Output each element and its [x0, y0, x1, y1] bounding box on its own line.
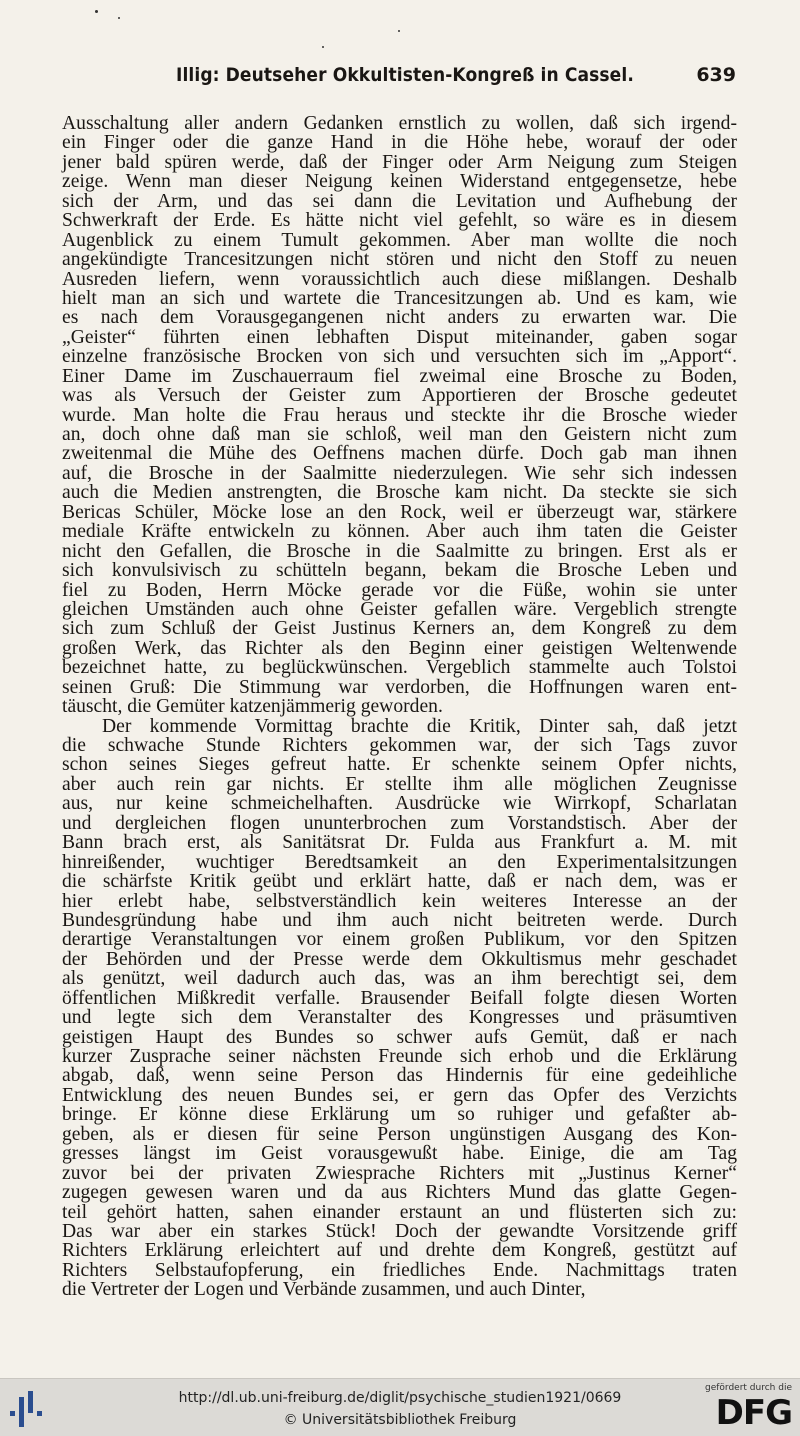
text-line: hier erlebt habe, selbstverständlich kein weiteres Interesse an der	[62, 890, 737, 912]
text-line: an, doch ohne daß man sie schloß, weil man den Geistern nicht zum	[62, 424, 737, 445]
running-title: Illig: Deutseher Okkultisten-Kongreß in Cassel.	[176, 64, 634, 86]
text-line: sich zum Schluß der Geist Justinus Kerners an, dem Kongreß zu dem	[62, 618, 737, 640]
scan-speck	[118, 17, 120, 19]
body-text	[62, 114, 737, 1300]
page-number: 639	[696, 64, 736, 86]
text-line: Bericas Schüler, Möcke lose an den Rock, weil er überzeugt war, stärkere	[62, 501, 737, 523]
text-line: Schwerkraft der Erde. Es hätte nicht viel gefehlt, so wäre es in diesem	[62, 210, 737, 232]
running-header	[64, 64, 736, 96]
text-line: zuvor bei der privaten Zwiesprache Richters mit „Justinus Kerner“	[62, 1162, 737, 1184]
text-line: wurde. Man holte die Frau heraus und steckte ihr die Brosche wieder	[62, 404, 737, 426]
permalink[interactable]: http://dl.ub.uni-freiburg.de/diglit/psychische_studien1921/0669	[178, 1390, 622, 1406]
copyright-notice: © Universitätsbibliothek Freiburg	[283, 1412, 517, 1428]
text-line: geben, als er diesen für seine Person ungünstigen Ausgang des Kon-	[62, 1123, 737, 1145]
text-line: hinreißender, wuchtiger Beredtsamkeit an den Experimentalsitzungen	[62, 851, 737, 873]
text-line: sich konvulsivisch zu schütteln begann, bekam die Brosche Leben und	[62, 560, 737, 582]
text-line: was als Versuch der Geister zum Apportieren der Brosche gedeutet	[62, 385, 737, 407]
text-line: auf, die Brosche in der Saalmitte niederzulegen. Wie sehr sich indessen	[62, 462, 737, 484]
text-line: Entwicklung des neuen Bundes sei, er gern das Opfer des Verzichts	[62, 1084, 737, 1106]
text-line: es nach dem Vorausgegangenen nicht anders zu erwarten war. Die	[62, 307, 737, 329]
text-line: kurzer Zusprache seiner nächsten Freunde sich erhob und die Erklärung	[62, 1046, 737, 1067]
text-line: gresses längst im Geist vorausgewußt habe. Einige, die am Tag	[62, 1143, 737, 1165]
text-line: gleichen Umständen auch ohne Geister gefallen wäre. Vergeblich strengte	[62, 598, 737, 620]
text-line: einzelne französische Brocken von sich und versuchten sich im „Apport“.	[62, 346, 737, 368]
text-line: großen Werk, das Richter als den Beginn einer geistigen Weltenwende	[62, 637, 737, 659]
text-line: abgab, daß, wenn seine Person das Hindernis für eine gedeihliche	[62, 1065, 737, 1087]
text-line: Augenblick zu einem Tumult gekommen. Aber man wollte die noch	[62, 229, 737, 251]
text-line: öffentlichen Mißkredit verfalle. Brausender Beifall folgte diesen Worten	[62, 987, 737, 1009]
text-line: bringe. Er könne diese Erklärung um so ruhiger und gefaßter ab-	[62, 1104, 737, 1126]
text-line: Ausschaltung aller andern Gedanken ernstlich zu wollen, daß sich irgend-	[62, 113, 737, 134]
text-line: seinen Gruß: Die Stimmung war verdorben, die Hoffnungen waren ent-	[62, 676, 737, 698]
text-line: jener bald spüren werde, daß der Finger oder Arm Neigung zum Steigen	[62, 151, 737, 173]
viewer-footer	[0, 1378, 800, 1436]
text-line: angekündigte Trancesitzungen nicht stören und nicht den Stoff zu neuen	[62, 249, 737, 271]
text-line: die Vertreter der Logen und Verbände zusammen, und auch Dinter,	[62, 1279, 586, 1301]
text-line: schon seines Sieges gefreut hatte. Er schenkte seinem Opfer nichts,	[62, 754, 737, 776]
text-line: Richters Selbstaufopferung, ein friedliches Ende. Nachmittags traten	[62, 1259, 737, 1281]
text-line: zugegen gewesen waren und da aus Richters Mund das glatte Gegen-	[62, 1182, 737, 1204]
text-line: als genützt, weil dadurch auch das, was an ihm berechtigt sei, dem	[62, 968, 737, 990]
text-line: täuscht, die Gemüter katzenjämmerig geworden.	[62, 696, 443, 718]
text-line: Bann brach erst, als Sanitätsrat Dr. Fulda aus Frankfurt a. M. mit	[62, 832, 737, 854]
text-line: die schwache Stunde Richters gekommen war, der sich Tags zuvor	[62, 735, 737, 756]
text-line: fiel zu Boden, Herrn Möcke gerade vor die Füße, wohin sie unter	[62, 579, 737, 601]
text-line: ein Finger oder die ganze Hand in die Höhe hebe, worauf der oder	[62, 132, 737, 154]
text-line: zeige. Wenn man dieser Neigung keinen Widerstand entgegensetze, hebe	[62, 171, 737, 193]
text-line: nicht den Gefallen, die Brosche in die Saalmitte zu bringen. Erst als er	[62, 540, 737, 562]
text-line: und dergleichen flogen ununterbrochen zum Vorstandstisch. Aber der	[62, 812, 737, 834]
dfg-logo[interactable]	[706, 1383, 792, 1433]
text-line: aber auch rein gar nichts. Er stellte ihm alle möglichen Zeugnisse	[62, 773, 737, 795]
text-line: die schärfste Kritik geübt und erklärt hatte, daß er nach dem, was er	[62, 871, 737, 893]
text-line: sich der Arm, und das sei dann die Levitation und Aufhebung der	[62, 190, 737, 212]
text-line: auch die Medien anstrengten, die Brosche kam nicht. Da steckte sie sich	[62, 482, 737, 504]
text-line: Der kommende Vormittag brachte die Kritik, Dinter sah, daß jetzt	[102, 715, 737, 737]
text-line: Ausreden liefern, wenn voraussichtlich auch diese mißlangen. Deshalb	[62, 268, 737, 290]
text-line: „Geister“ führten einen lebhaften Disput miteinander, gaben sogar	[62, 326, 737, 348]
text-line: und legte sich dem Veranstalter des Kongresses und präsumtiven	[62, 1007, 737, 1029]
text-line: bezeichnet hatte, zu beglückwünschen. Vergeblich stammelte auch Tolstoi	[62, 657, 737, 679]
dfg-wordmark: DFG	[715, 1393, 792, 1433]
text-line: zweitenmal die Mühe des Oeffnens machen dürfe. Doch gab man ihnen	[62, 443, 737, 465]
text-line: aus, nur keine schmeichelhaften. Ausdrücke wie Wirrkopf, Scharlatan	[62, 793, 737, 815]
text-line: derartige Veranstaltungen vor einem großen Publikum, vor den Spitzen	[62, 929, 737, 951]
text-line: mediale Kräfte entwickeln zu können. Aber auch ihm taten die Geister	[62, 521, 737, 543]
text-line: geistigen Haupt des Bundes so schwer aufs Gemüt, daß er nach	[62, 1026, 737, 1048]
dfg-tagline: gefördert durch die	[705, 1383, 792, 1393]
text-line: Richters Erklärung erleichtert auf und drehte dem Kongreß, gestützt auf	[62, 1240, 737, 1262]
text-line: der Behörden und der Presse werde dem Okkultismus mehr geschadet	[62, 948, 737, 970]
text-line: teil gehört hatten, sahen einander erstaunt an und flüsterten sich zu:	[62, 1201, 737, 1223]
scan-speck	[322, 46, 324, 48]
text-line: hielt man an sich und wartete die Trancesitzungen ab. Und es kam, wie	[62, 287, 737, 309]
text-line: Das war aber ein starkes Stück! Doch der gewandte Vorsitzende griff	[62, 1220, 737, 1242]
scan-speck	[398, 30, 400, 32]
text-line: Bundesgründung habe und ihm auch nicht beitreten werde. Durch	[62, 909, 737, 931]
scan-speck	[95, 10, 98, 13]
text-line: Einer Dame im Zuschauerraum fiel zweimal eine Brosche zu Boden,	[62, 365, 737, 387]
